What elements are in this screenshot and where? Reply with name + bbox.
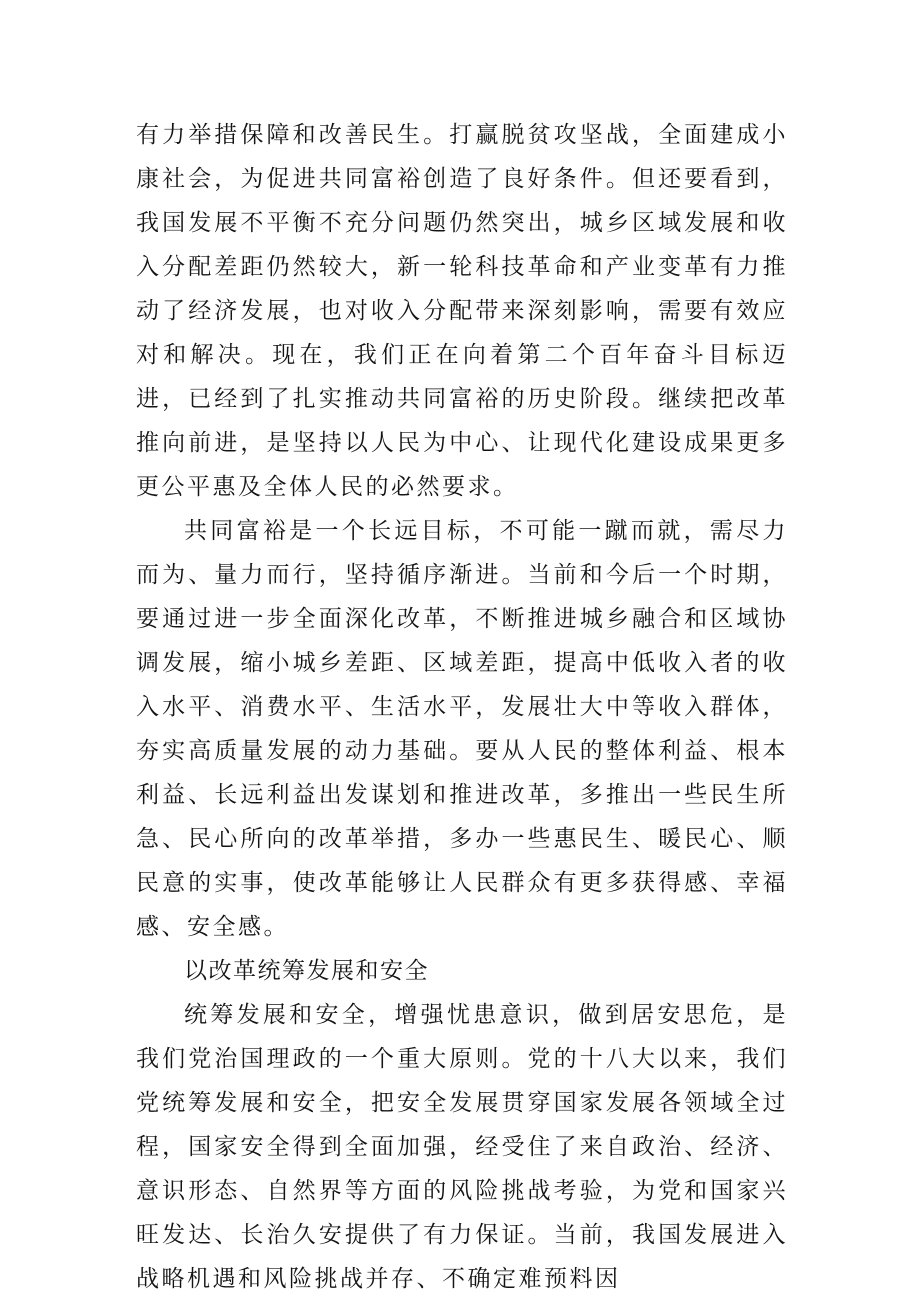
paragraph-development-security: 统筹发展和安全，增强忧患意识，做到居安思危，是我们党治国理政的一个重大原则。党的十八大以来，我们党统筹发展和安全，把安全发展贯穿国家发展各领域全过程，国家安全得到全面加强，经受住了来自政治、经济、意识形态、自然界等方面的风险挑战考验，为党和国家兴旺发达、长治久安提供了有力保证。当前，我国发展进入战略机遇和风险挑战并存、不确定难预料因 bbox=[136, 1002, 788, 1292]
document-body bbox=[136, 113, 788, 1301]
paragraph-continuation: 有力举措保障和改善民生。打赢脱贫攻坚战，全面建成小康社会，为促进共同富裕创造了良好条件。但还要看到，我国发展不平衡不充分问题仍然突出，城乡区域发展和收入分配差距仍然较大，新一轮科技革命和产业变革有力推动了经济发展，也对收入分配带来深刻影响，需要有效应对和解决。现在，我们正在向着第二个百年奋斗目标迈进，已经到了扎实推动共同富裕的历史阶段。继续把改革推向前进，是坚持以人民为中心、让现代化建设成果更多更公平惠及全体人民的必然要求。 bbox=[136, 122, 788, 500]
paragraph-common-prosperity: 共同富裕是一个长远目标，不可能一蹴而就，需尽力而为、量力而行，坚持循序渐进。当前和今后一个时期，要通过进一步全面深化改革，不断推进城乡融合和区域协调发展，缩小城乡差距、区域差距，提高中低收入者的收入水平、消费水平、生活水平，发展壮大中等收入群体，夯实高质量发展的动力基础。要从人民的整体利益、根本利益、长远利益出发谋划和推进改革，多推出一些民生所急、民心所向的改革举措，多办一些惠民生、暖民心、顺民意的实事，使改革能够让人民群众有更多获得感、幸福感、安全感。 bbox=[136, 518, 788, 940]
section-heading: 以改革统筹发展和安全 bbox=[184, 958, 429, 984]
